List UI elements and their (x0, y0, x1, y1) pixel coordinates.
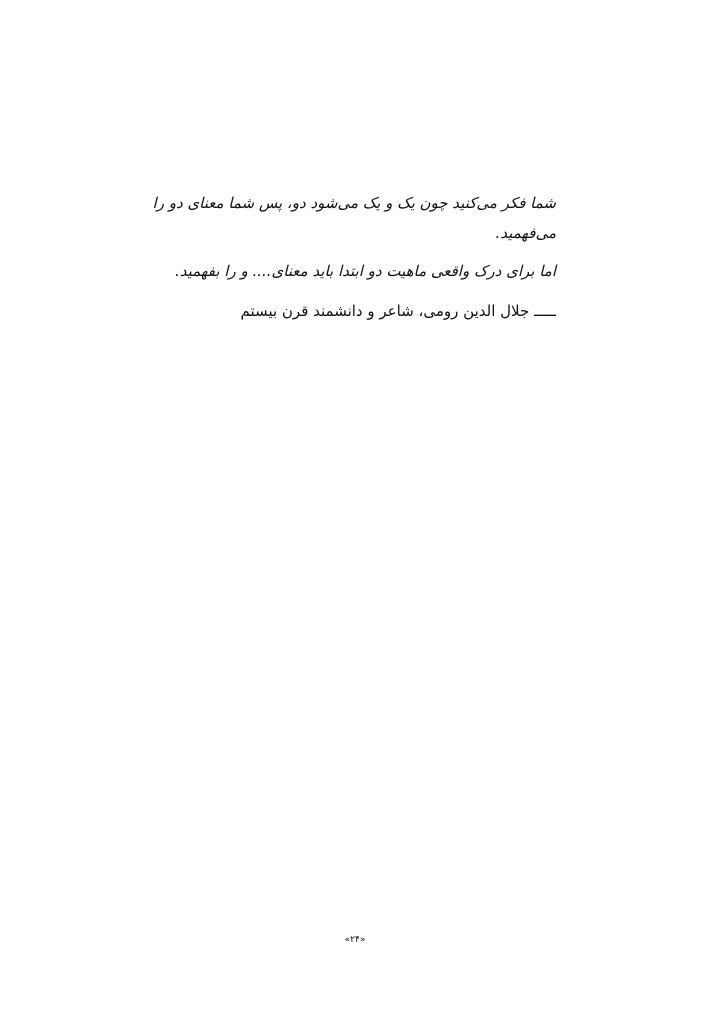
epigraph (140, 188, 556, 326)
quote-line-2: می‌فهمید. (495, 224, 556, 242)
quote-line-1: شما فکر می‌کنید چون یک و یک می‌شود دو، پس شما معنای دو را (152, 194, 556, 212)
quote-attribution: ـــــ جلال الدین رومی، شاعر و دانشمند قرن بیستم (240, 302, 556, 320)
page-number: «۲۴» (344, 935, 366, 945)
quote-paragraph-2: اما برای درک واقعی ماهیت دو ابتدا باید معنای.... و را بفهمید. (175, 262, 556, 280)
